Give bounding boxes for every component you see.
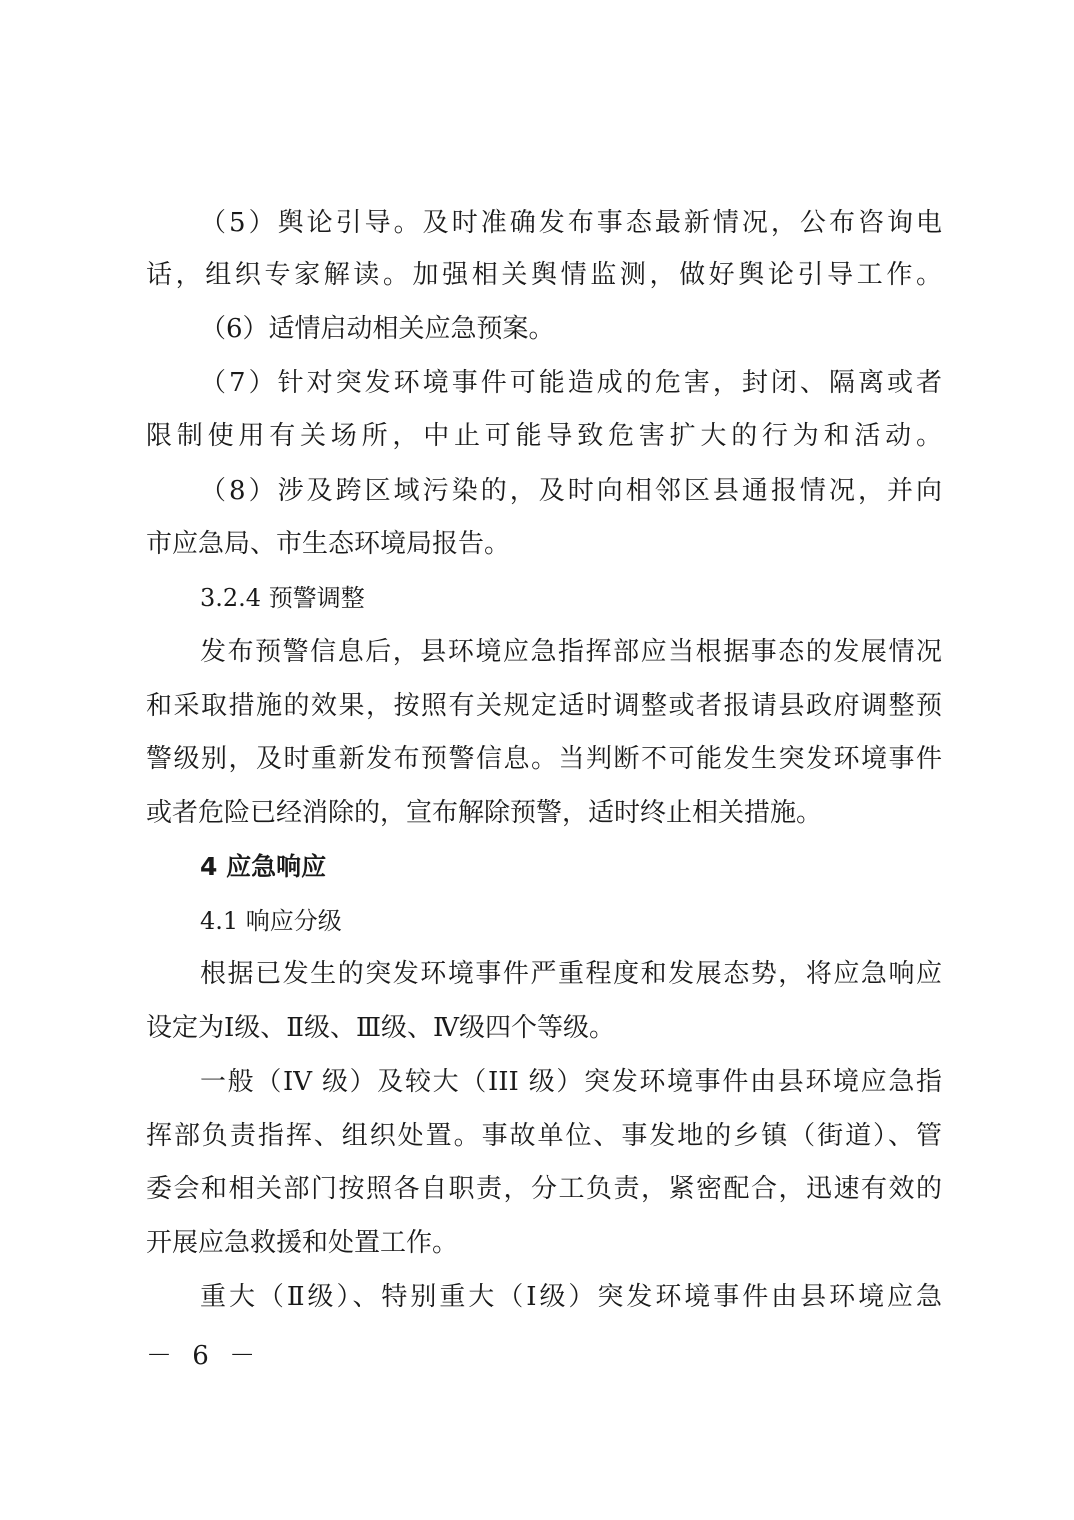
paragraph-line: （8）涉及跨区域污染的，及时向相邻区县通报情况，并向 — [200, 476, 942, 506]
section-heading: 3.2.4 预警调整 — [200, 584, 365, 612]
page-number: － 6 － — [146, 1341, 262, 1371]
paragraph-line: 警级别，及时重新发布预警信息。当判断不可能发生突发环境事件 — [146, 744, 942, 774]
section-heading: 4.1 响应分级 — [200, 907, 342, 935]
paragraph-line: 和采取措施的效果，按照有关规定适时调整或者报请县政府调整预 — [146, 691, 942, 721]
paragraph-line: 开展应急救援和处置工作。 — [146, 1228, 459, 1258]
paragraph-line: 发布预警信息后，县环境应急指挥部应当根据事态的发展情况 — [200, 637, 942, 667]
paragraph-line: 挥部负责指挥、组织处置。事故单位、事发地的乡镇（街道）、管 — [146, 1121, 942, 1151]
paragraph-line: （6）适情启动相关应急预案。 — [200, 314, 555, 344]
paragraph-line: （7）针对突发环境事件可能造成的危害，封闭、隔离或者 — [200, 368, 942, 398]
paragraph-line: 市应急局、市生态环境局报告。 — [146, 529, 511, 559]
paragraph-line: 根据已发生的突发环境事件严重程度和发展态势，将应急响应 — [200, 959, 942, 989]
chapter-heading: 4 应急响应 — [200, 852, 327, 881]
paragraph-line: 设定为Ⅰ级、Ⅱ级、Ⅲ级、Ⅳ级四个等级。 — [146, 1013, 615, 1043]
paragraph-line: 话，组织专家解读。加强相关舆情监测，做好舆论引导工作。 — [146, 260, 942, 290]
paragraph-line: 重大（Ⅱ级）、特别重大（Ⅰ级）突发环境事件由县环境应急 — [200, 1282, 942, 1312]
paragraph-line: 限制使用有关场所，中止可能导致危害扩大的行为和活动。 — [146, 421, 942, 451]
paragraph-line: 一般（IV 级）及较大（III 级）突发环境事件由县环境应急指 — [200, 1067, 942, 1097]
paragraph-line: 或者危险已经消除的，宣布解除预警，适时终止相关措施。 — [146, 798, 823, 828]
paragraph-line: 委会和相关部门按照各自职责，分工负责，紧密配合，迅速有效的 — [146, 1174, 942, 1204]
paragraph-line: （5）舆论引导。及时准确发布事态最新情况，公布咨询电 — [200, 208, 942, 238]
